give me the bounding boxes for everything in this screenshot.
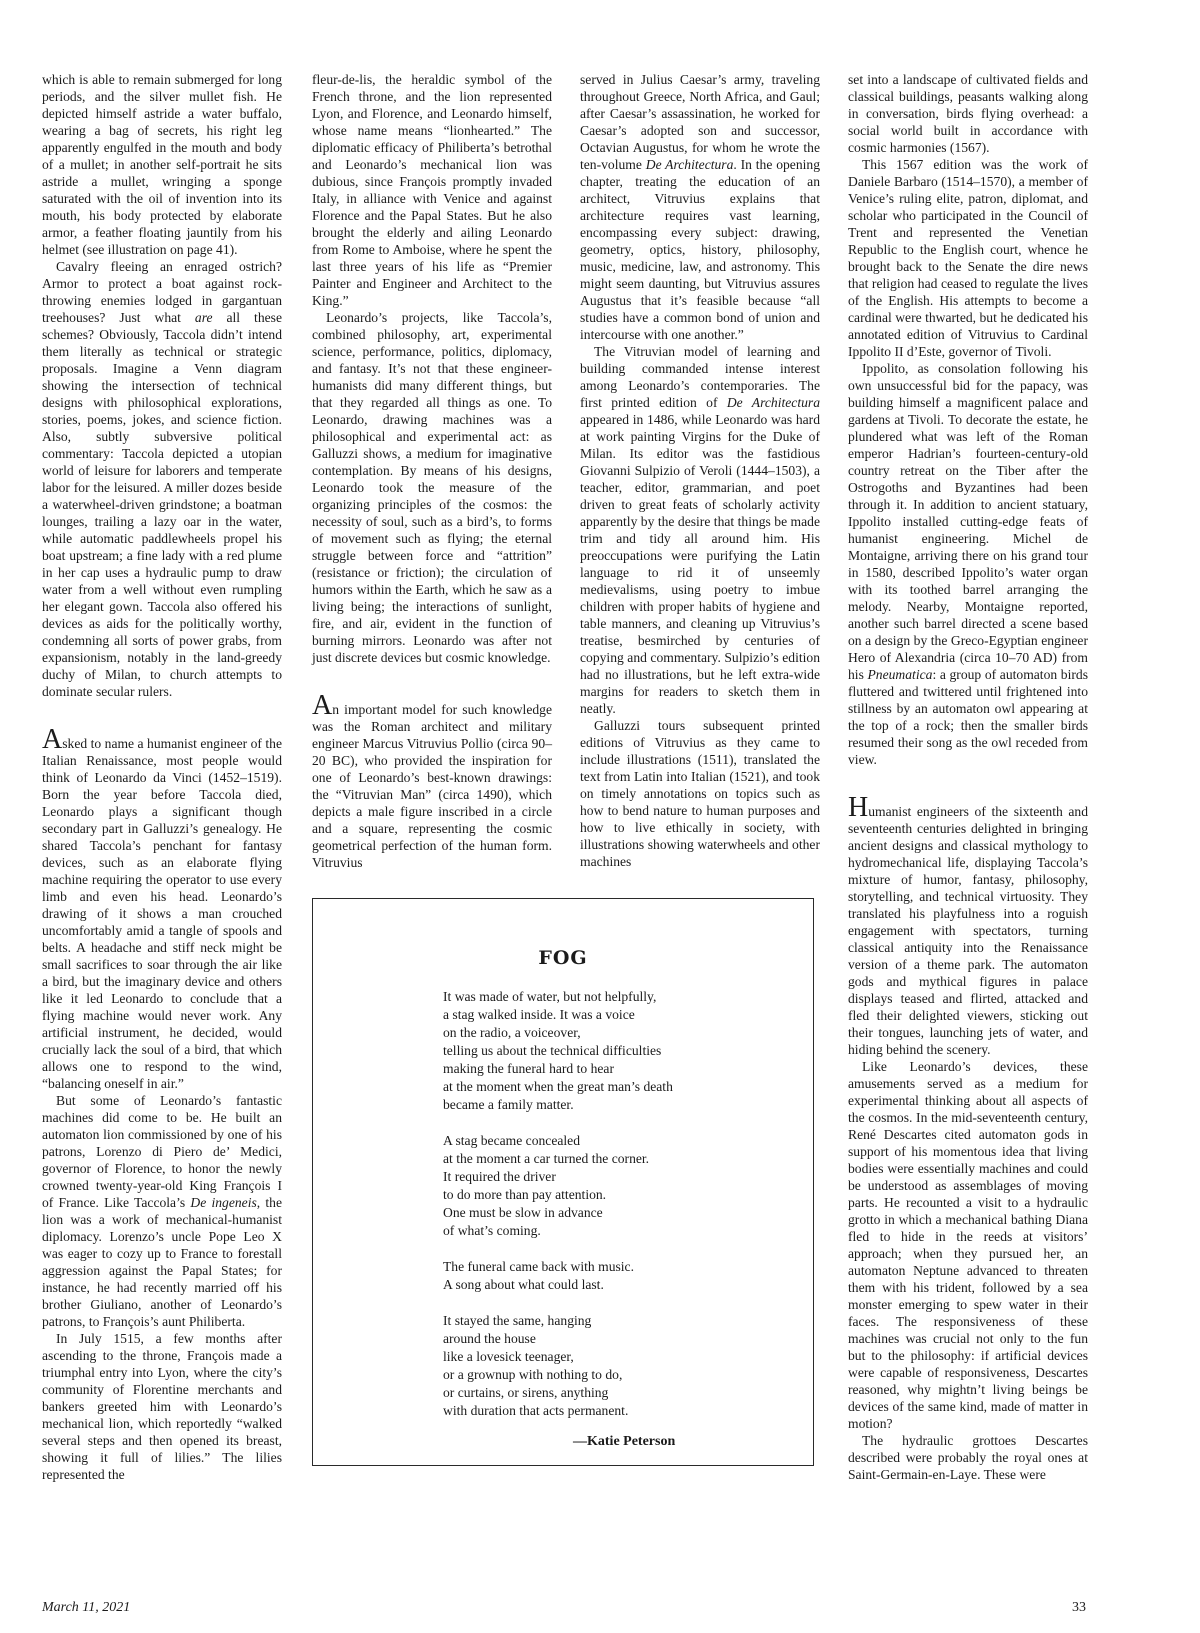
paragraph: served in Julius Caesar’s army, traveling throughout Greece, North Africa, and Gaul; after Caesar’s assassination, he worked for Caesar’s adopted son and successor, Octavian Augustus, for whom he wrote the ten-volume De Architectura. In the opening chapter, treating the education of an architect, Vitruvius explains that architecture requires vast learning, encompassing every subject: drawing, geometry, optics, history, philosophy, music, medicine, law, and astronomy. This might seem daunting, but Vitruvius assures Augustus that it’s feasible because “all studies have a common bond of union and intercourse with one another.” xyxy=(580,72,820,342)
poem-line: at the moment a car turned the corner. xyxy=(443,1151,650,1166)
poem-title: FOG xyxy=(538,947,588,969)
issue-date: March 11, 2021 xyxy=(42,1600,131,1615)
poem-line: a stag walked inside. It was a voice xyxy=(443,1007,635,1022)
article-column-2 xyxy=(312,71,552,871)
poem-box xyxy=(312,898,814,1466)
poem-line: A song about what could last. xyxy=(443,1277,604,1292)
paragraph: Leonardo’s projects, like Taccola’s, combined philosophy, art, experimental science, performance, politics, diplomacy, and fantasy. It’s not that these engineer-humanists did many different things, but that they regarded all things as one. To Leonardo, drawing machines was a philosophical and experimental act: as Galluzzi shows, a medium for imaginative contemplation. By means of his designs, Leonardo took the measure of the organizing principles of the cosmos: the necessity of soul, such as a bird’s, to forms of movement such as flying; the eternal struggle between force and “attrition” (resistance or friction); the circulation of humors within the Earth, which he saw as a living being; the interactions of sunlight, fire, and air, evident in the function of burning mirrors. Leonardo was after not just discrete devices but cosmic knowledge. xyxy=(312,310,552,665)
paragraph: But some of Leonardo’s fantastic machines did come to be. He built an automaton lion commissioned by one of his patrons, Lorenzo di Piero de’ Medici, governor of Florence, to honor the newly crowned twenty-year-old King François I of France. Like Taccola’s De ingeneis, the lion was a work of mechanical-humanist diplomacy. Lorenzo’s uncle Pope Leo X was eager to cozy up to France to forestall aggression against the Papal States; for instance, he had recently married off his brother Giuliano, another of Leonardo’s patrons, to François’s aunt Philiberta. xyxy=(42,1093,282,1329)
paragraph: The hydraulic grottoes Descartes described were probably the royal ones at Saint-Germain-en-Laye. These were xyxy=(848,1433,1088,1482)
page-number: 33 xyxy=(1072,1600,1086,1615)
poem-line: became a family matter. xyxy=(443,1097,574,1112)
article-column-1 xyxy=(42,71,282,1483)
initial-letter: A xyxy=(42,724,63,755)
poem-line: It stayed the same, hanging xyxy=(443,1313,592,1328)
poem-line: like a lovesick teenager, xyxy=(443,1349,574,1364)
poem-stanza xyxy=(443,1132,763,1240)
poem-line: One must be slow in advance xyxy=(443,1205,603,1220)
paragraph: Cavalry fleeing an enraged ostrich? Armor to protect a boat against rock-throwing enemies lodged in gargantuan treehouses? Just what are all these schemes? Obviously, Taccola didn’t intend them literally as technical or strategic proposals. Imagine a Venn diagram showing the intersection of technical designs with philosophical explorations, stories, poems, jokes, and science fiction. Also, subtly subversive political commentary: Taccola depicted a utopian world of leisure for laborers and temperate labor for the leisured. A miller dozes beside a waterwheel-driven grindstone; a boatman lounges, trailing a lazy oar in the water, while automatic paddlewheels propel his boat upstream; a fine lady with a red plume in her cap uses a hydraulic pump to draw water from a well without even rumpling her elegant gown. Taccola also offered his devices as aids for the politically worthy, condemning all sorts of power grabs, from expansionism, notably in the land-greedy duchy of Milan, to church attempts to dominate secular rulers. xyxy=(42,259,282,699)
poem-line: telling us about the technical difficulties xyxy=(443,1043,662,1058)
poem-line: It required the driver xyxy=(443,1169,556,1184)
initial-letter: A xyxy=(312,690,333,721)
poem-line: around the house xyxy=(443,1331,536,1346)
poem-line: or curtains, or sirens, anything xyxy=(443,1385,609,1400)
poem-stanza xyxy=(443,1258,763,1294)
poem-line: with duration that acts permanent. xyxy=(443,1403,629,1418)
poem-stanza xyxy=(443,988,763,1114)
poem-line: The funeral came back with music. xyxy=(443,1259,634,1274)
poem-line: on the radio, a voiceover, xyxy=(443,1025,581,1040)
paragraph: Ippolito, as consolation following his own unsuccessful bid for the papacy, was building himself a magnificent palace and gardens at Tivoli. To decorate the estate, he plundered what was left of the Roman emperor Hadrian’s fourteen-century-old country retreat on the Tiber after the Ostrogoths and Byzantines had been through it. In addition to ancient statuary, Ippolito installed cutting-edge feats of humanist engineering. Michel de Montaigne, arriving there on his grand tour in 1580, described Ippolito’s water organ with its toothed barrel arranging the melody. Nearby, Montaigne reported, another such barrel directed a scene based on a design by the Greco-Egyptian engineer Hero of Alexandria (circa 10–70 AD) from his Pneumatica: a group of automaton birds fluttered and twittered until frightened into stillness by an automaton owl appearing at the top of a rock; then the smaller birds resumed their song as the owl receded from view. xyxy=(848,361,1088,767)
paragraph: In July 1515, a few months after ascending to the throne, François made a triumphal entry into Lyon, where the city’s community of Florentine merchants and bankers greeted him with Leonardo’s mechanical lion, which reportedly “walked several steps and then opened its breast, showing it full of lilies.” The lilies represented the xyxy=(42,1331,282,1482)
poem-line: or a grownup with nothing to do, xyxy=(443,1367,623,1382)
section-opening-paragraph: Humanist engineers of the sixteenth and seventeenth centuries delighted in bringing ancient designs and classical mythology to hydromechanical life, displaying Taccola’s mixture of humor, fantasy, philosophy, storytelling, and technical virtuosity. They translated his playfulness into a roguish engagement with spectators, turning classical antiquity into the Renaissance version of a theme park. The automaton gods and mythical figures in palace displays teased and flirted, attacked and fled their delighted viewers, sticking out their tongues, launching jets of water, and hiding behind the scenery. xyxy=(848,792,1088,1057)
paragraph: fleur-de-lis, the heraldic symbol of the French throne, and the lion represented Lyon, and Florence, and Leonardo himself, whose name means “lionhearted.” The diplomatic efficacy of Philiberta’s betrothal and Leonardo’s mechanical lion was dubious, since François promptly invaded Italy, in alliance with Venice and against Florence and the Papal States. But he also brought the elderly and ailing Leonardo from Rome to Amboise, where he spent the last three years of his life as “Premier Painter and Engineer and Architect to the King.” xyxy=(312,72,552,308)
paragraph: which is able to remain submerged for long periods, and the silver mullet fish. He depicted himself astride a water buffalo, wearing a bag of secrets, his right leg apparently engulfed in the mouth and body of a mullet; in another self-portrait he sits astride a mullet, wringing a sponge saturated with the oil of invention into its mouth, his body protected by elaborate armor, a feather floating jauntily from his helmet (see illustration on page 41). xyxy=(42,72,282,257)
poem-stanza xyxy=(443,1312,763,1420)
paragraph: This 1567 edition was the work of Daniele Barbaro (1514–1570), a member of Venice’s ruling elite, patron, diplomat, and scholar who participated in the Council of Trent and represented the Venetian Republic to the English court, whence he brought back to the Senate the dire news that religion had ceased to regulate the lives of the English. His attempts to become a cardinal were thwarted, but he dedicated his annotated edition of Vitruvius to Cardinal Ippolito II d’Este, governor of Tivoli. xyxy=(848,157,1088,359)
poem-line: It was made of water, but not helpfully, xyxy=(443,989,657,1004)
article-column-3 xyxy=(580,71,820,870)
poem-author: —Katie Peterson xyxy=(573,1434,676,1449)
paragraph: The Vitruvian model of learning and building commanded intense interest among Leonardo’s contemporaries. The first printed edition of De Architectura appeared in 1486, while Leonardo was hard at work painting Virgins for the Duke of Milan. Its editor was the fastidious Giovanni Sulpizio of Veroli (1444–1503), a teacher, editor, grammarian, and poet driven to great feats of scholarly activity apparently by the desire that things be made trim and tidy all around him. His preoccupations were purifying the Latin language to rid it of unseemly medievalisms, using poetry to imbue children with proper habits of hygiene and table manners, and cleaning up Vitruvius’s treatise, besmirched by centuries of copying and commentary. Sulpizio’s edition had no illustrations, but he left extra-wide margins for readers to sketch them in neatly. xyxy=(580,344,820,716)
poem-line: A stag became concealed xyxy=(443,1133,580,1148)
paragraph: Galluzzi tours subsequent printed editions of Vitruvius as they came to include illustrations (1511), translated the text from Latin into Italian (1521), and took on timely annotations on topics such as how to bend nature to human purposes and how to live ethically in society, with illustrations showing waterwheels and other machines xyxy=(580,718,820,869)
poem-body xyxy=(443,988,763,1438)
article-column-4 xyxy=(848,71,1088,1483)
section-opening-paragraph: An important model for such knowledge was the Roman architect and military engineer Marcus Vitruvius Pollio (circa 90–20 BC), who provided the inspiration for one of Leonardo’s best-known drawings: the “Vitruvian Man” (circa 1490), which depicts a male figure inscribed in a circle and a square, representing the cosmic geometrical perfection of the human form. Vitruvius xyxy=(312,690,552,870)
poem-line: at the moment when the great man’s death xyxy=(443,1079,673,1094)
poem-line: making the funeral hard to hear xyxy=(443,1061,614,1076)
paragraph: Like Leonardo’s devices, these amusements served as a medium for experimental thinking about all aspects of the cosmos. In the mid-seventeenth century, René Descartes cited automaton gods in support of his momentous idea that living bodies were essentially machines and could be understood as assemblages of moving parts. He recounted a visit to a hydraulic grotto in which a mechanical bathing Diana fled to hide in the reeds at visitors’ approach; when they pursued her, an automaton Neptune advanced to threaten them with his trident, followed by a sea monster emerging to spew water in their faces. The responsiveness of these machines was crucial not only to the fun but to the philosophy: if artificial devices were capable of responsiveness, Descartes reasoned, why mightn’t living beings be devices of the same kind, made of matter in motion? xyxy=(848,1059,1088,1431)
poem-line: to do more than pay attention. xyxy=(443,1187,607,1202)
poem-line: of what’s coming. xyxy=(443,1223,541,1238)
paragraph: set into a landscape of cultivated fields and classical buildings, peasants walking along in conversation, birds flying overhead: a social world built in accordance with cosmic harmonies (1567). xyxy=(848,72,1088,155)
initial-letter: H xyxy=(848,792,869,823)
section-opening-paragraph: Asked to name a humanist engineer of the Italian Renaissance, most people would think of Leonardo da Vinci (1452–1519). Born the year before Taccola died, Leonardo plays a significant though secondary part in Galluzzi’s genealogy. He shared Taccola’s penchant for fantasy devices, such as an elaborate flying machine requiring the operator to use every limb and even his head. Leonardo’s drawing of it shows a man crouched uncomfortably amid a tangle of spools and belts. A headache and stiff neck might be small sacrifices to soar through the air like a bird, but the imaginary device and others like it led Leonardo to conclude that a flying machine would never work. Any artificial instrument, he decided, would crucially lack the soul of a bird, that which allows one to respond to the wind, “balancing oneself in air.” xyxy=(42,724,282,1091)
